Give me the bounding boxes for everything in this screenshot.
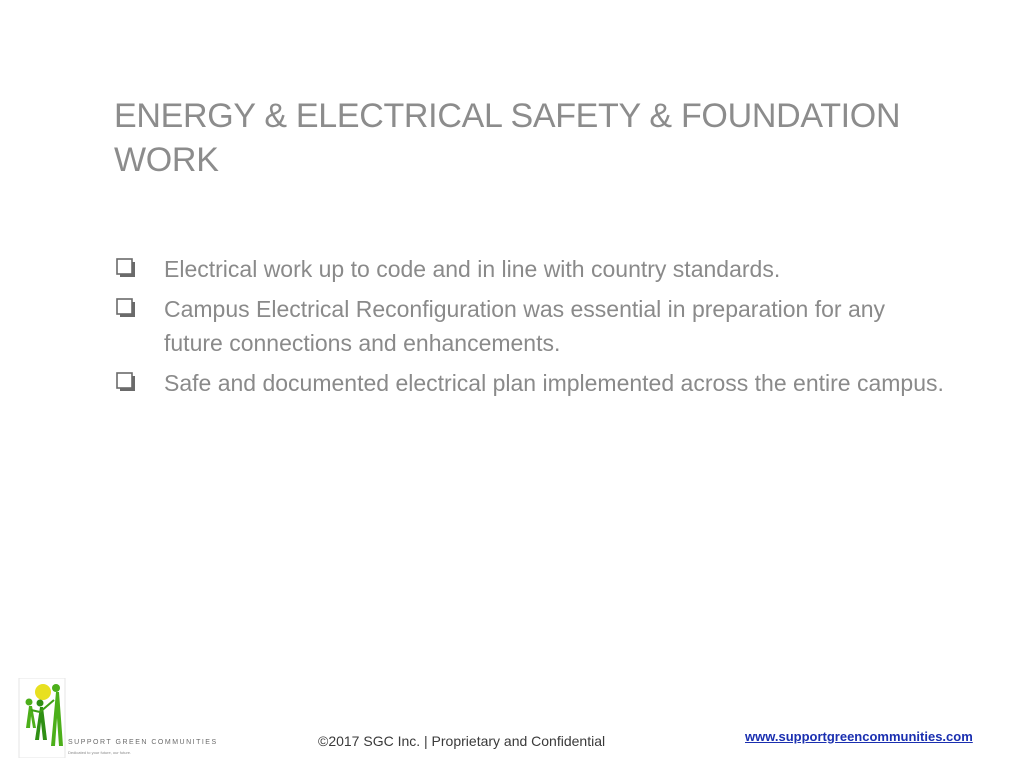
bullet-text: Campus Electrical Reconfiguration was essential in preparation for any future connections and enhancements.	[164, 296, 886, 356]
logo-text: SUPPORT GREEN COMMUNITIES	[68, 739, 218, 746]
bullet-item	[114, 366, 944, 400]
bullet-item	[114, 292, 944, 360]
logo-tagline: Dedicated to your future, our future.	[68, 750, 132, 755]
website-link[interactable]: www.supportgreencommunities.com	[745, 729, 973, 744]
checkbox-square-icon	[116, 372, 136, 392]
checkbox-square-icon	[116, 258, 136, 278]
slide-title: ENERGY & ELECTRICAL SAFETY & FOUNDATION WORK	[114, 97, 901, 179]
bullet-list	[114, 252, 944, 406]
bullet-item	[114, 252, 944, 286]
support-green-communities-logo	[18, 678, 198, 758]
checkbox-square-icon	[116, 298, 136, 318]
copyright-notice: ©2017 SGC Inc. | Proprietary and Confidential	[318, 733, 606, 749]
bullet-text: Safe and documented electrical plan implemented across the entire campus.	[164, 370, 944, 396]
bullet-text: Electrical work up to code and in line with country standards.	[164, 256, 781, 282]
